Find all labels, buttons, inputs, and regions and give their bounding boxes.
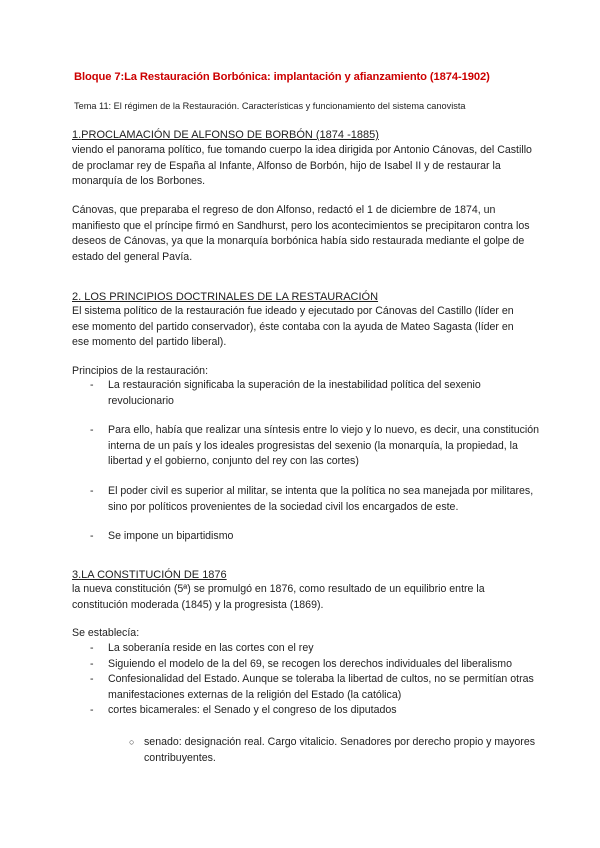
topic-subtitle: Tema 11: El régimen de la Restauración. Características y funcionamiento del sistema canovista (74, 101, 466, 111)
constitution-point-text: Confesionalidad del Estado. Aunque se toleraba la libertad de cultos, no se permitían otras manifestaciones externas de la religión del Estado (la católica) (108, 673, 534, 701)
section-2-paragraph-1: El sistema político de la restauración fue ideado y ejecutado por Cánovas del Castillo (líder en ese momento del partido conservador), éste contaba con la ayuda de Mateo Sagasta (líder en ese momento del partido liberal). (72, 305, 514, 349)
constitution-point-text: Siguiendo el modelo de la del 69, se recogen los derechos individuales del liberalismo (108, 657, 512, 670)
dash-bullet: - (90, 530, 94, 543)
constitution-point-text: cortes bicamerales: el Senado y el congreso de los diputados (108, 704, 397, 717)
list-item (72, 378, 542, 409)
dash-bullet: - (90, 657, 94, 670)
principle-text: Para ello, había que realizar una síntesis entre lo viejo y lo nuevo, es decir, una constitución interna de un país y los ideales progresistas del sexenio (la monarquía, la propiedad, la libertad y el gobierno, conjunto del rey con las cortes) (108, 424, 540, 468)
principles-label: Principios de la restauración: (72, 365, 209, 377)
list-item (72, 641, 542, 657)
senate-sublist (72, 735, 542, 766)
circle-bullet: ○ (129, 737, 135, 747)
list-item (72, 672, 542, 703)
block-title: Bloque 7:La Restauración Borbónica: implantación y afianzamiento (1874-1902) (74, 71, 490, 83)
dash-bullet: - (90, 704, 94, 717)
dash-bullet: - (90, 424, 94, 437)
section-1-paragraph-1: viendo el panorama político, fue tomando cuerpo la idea dirigida por Antonio Cánovas, del Castillo de proclamar rey de España al Infante, Alfonso de Borbón, hijo de Isabel II y de restaurar la monarquía de los Borbones. (72, 144, 532, 188)
section-2-heading: 2. LOS PRINCIPIOS DOCTRINALES DE LA RESTAURACIÓN (72, 291, 379, 303)
list-item (72, 735, 542, 766)
establishes-label: Se establecía: (72, 627, 140, 639)
dash-bullet: - (90, 379, 94, 391)
list-item (72, 423, 542, 470)
principle-text: El poder civil es superior al militar, se intenta que la política no sea manejada por militares, sino por políticos provenientes de la sociedad civil los encargados de este. (108, 484, 534, 513)
principle-text: Se impone un bipartidismo (108, 530, 234, 543)
list-item (72, 529, 542, 545)
constitution-point-text: La soberanía reside en las cortes con el rey (108, 642, 314, 654)
dash-bullet: - (90, 642, 94, 654)
section-3-paragraph-1: la nueva constitución (5ª) se promulgó en 1876, como resultado de un equilibrio entre la constitución moderada (1845) y la progresista (1869). (72, 583, 485, 611)
dash-bullet: - (90, 673, 94, 686)
dash-bullet: - (90, 484, 94, 497)
constitution-list (72, 641, 542, 719)
section-1-heading: 1.PROCLAMACIÓN DE ALFONSO DE BORBÓN (1874 -1885) (72, 129, 379, 141)
principle-text: La restauración significaba la superación de la inestabilidad política del sexenio revolucionario (108, 379, 481, 407)
list-item (72, 484, 542, 515)
section-1-paragraph-2: Cánovas, que preparaba el regreso de don Alfonso, redactó el 1 de diciembre de 1874, un manifiesto que el príncipe firmó en Sandhurst, pero los acontecimientos se precipitaron contra los deseos de Cánovas, ya que la monarquía borbónica había sido restaurada mediante el golpe de estado del general Pavía. (72, 204, 530, 263)
section-3-heading: 3.LA CONSTITUCIÓN DE 1876 (72, 569, 227, 581)
senate-text: senado: designación real. Cargo vitalicio. Senadores por derecho propio y mayores contribuyentes. (144, 736, 536, 764)
list-item (72, 703, 542, 719)
principles-list (72, 378, 542, 545)
list-item (72, 657, 542, 673)
